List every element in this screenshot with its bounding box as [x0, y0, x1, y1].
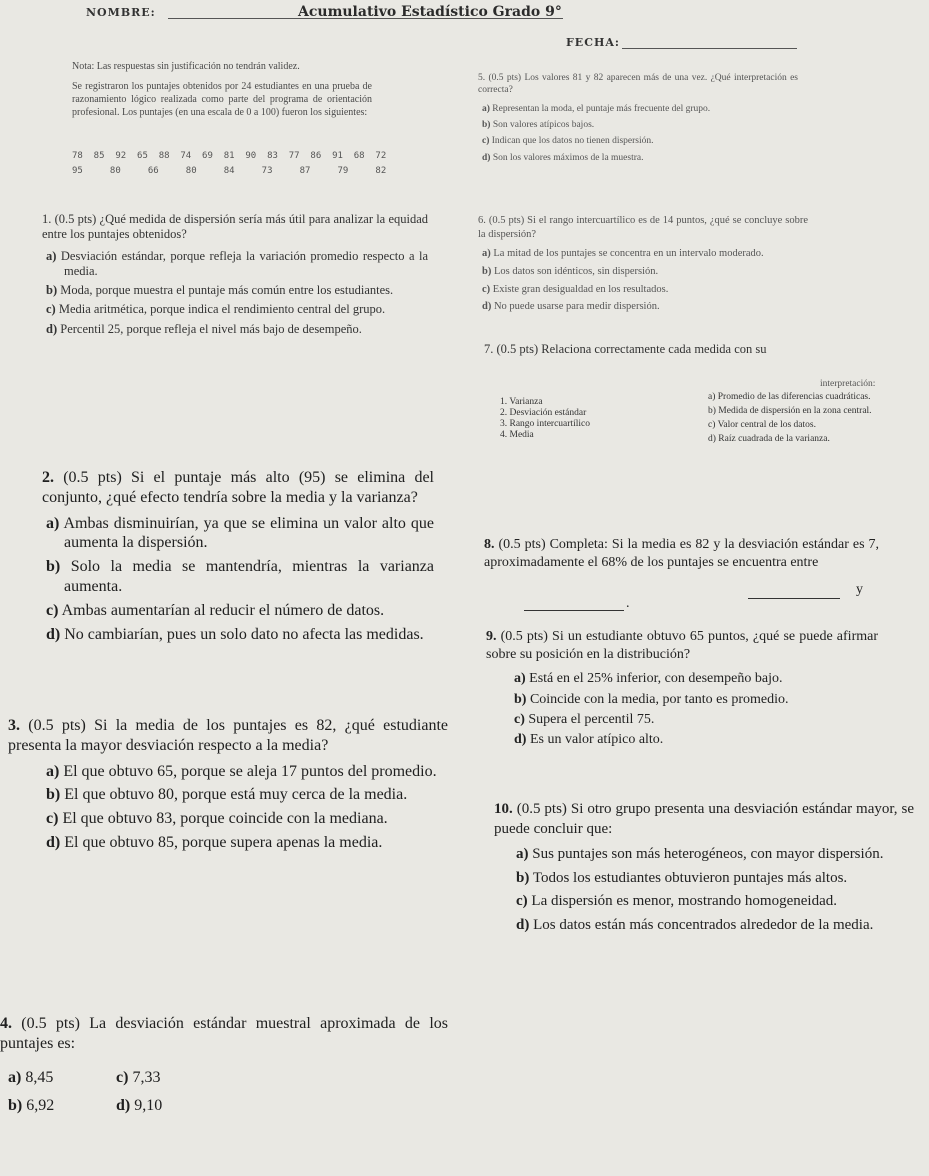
- option-10c[interactable]: c) La dispersión es menor, mostrando homogeneidad.: [516, 893, 837, 909]
- option-10b[interactable]: b) Todos los estudiantes obtuvieron puntajes más altos.: [516, 869, 848, 886]
- option-10a[interactable]: a) Sus puntajes son más heterogéneos, con mayor dispersión.: [516, 846, 884, 862]
- interpretation-item[interactable]: b) Medida de dispersión en la zona central.: [708, 405, 872, 416]
- interpretation-item[interactable]: a) Promedio de las diferencias cuadráticas.: [708, 392, 871, 402]
- name-label: NOMBRE:: [86, 6, 156, 19]
- option-5b[interactable]: b) Son valores atípicos bajos.: [482, 120, 595, 131]
- option-9b[interactable]: b) Coincide con la media, por tanto es promedio.: [514, 691, 789, 707]
- question-text: (0.5 pts) Si el rango intercuartílico es de 14 puntos, ¿qué se concluye sobre la dispersión?: [478, 215, 809, 240]
- question-text: (0.5 pts) Si otro grupo presenta una desviación estándar mayor, se puede concluir que:: [494, 801, 914, 837]
- option-2d[interactable]: d) No cambiarían, pues un solo dato no afecta las medidas.: [46, 625, 424, 643]
- question-number: 3.: [8, 717, 20, 734]
- option-2a[interactable]: a) Ambas disminuirían, ya que se elimina un valor alto que aumenta la dispersión.: [46, 514, 434, 552]
- option-10d[interactable]: d) Los datos están más concentrados alrededor de la media.: [516, 916, 874, 933]
- option-6a[interactable]: a) La mitad de los puntajes se concentra en un intervalo moderado.: [482, 248, 764, 260]
- question-3: [8, 716, 448, 857]
- option-3c[interactable]: c) El que obtuvo 83, porque coincide con la mediana.: [46, 810, 388, 828]
- question-6: [478, 214, 808, 318]
- date-label: FECHA:: [566, 36, 620, 49]
- question-1: [42, 212, 428, 341]
- question-number: 1.: [42, 212, 52, 226]
- option-2b[interactable]: b) Solo la media se mantendría, mientras la varianza aumenta.: [46, 558, 435, 596]
- scores-row-1: 78 85 92 65 88 74 69 81 90 83 77 86 91 68 72: [72, 151, 387, 161]
- measure-item[interactable]: 1. Varianza: [500, 397, 543, 407]
- question-8-end: .: [626, 596, 630, 611]
- question-10: [494, 800, 914, 939]
- question-number: 4.: [0, 1015, 12, 1032]
- scores-row-2: 95 80 66 80 84 73 87 79 82: [72, 166, 387, 176]
- question-number: 9.: [486, 629, 497, 644]
- option-4d[interactable]: d) 9,10: [116, 1097, 163, 1114]
- question-number: 7.: [484, 342, 494, 356]
- interpretation-item[interactable]: c) Valor central de los datos.: [708, 419, 816, 430]
- question-8: [484, 536, 879, 572]
- option-3a[interactable]: a) El que obtuvo 65, porque se aleja 17 puntos del promedio.: [46, 762, 437, 780]
- question-number: 8.: [484, 537, 495, 552]
- question-8-connector: y: [856, 582, 863, 597]
- date-line[interactable]: [622, 48, 797, 49]
- question-number: 5.: [478, 73, 486, 83]
- option-9a[interactable]: a) Está en el 25% inferior, con desempeño bajo.: [514, 671, 783, 687]
- question-text: (0.5 pts) Si el puntaje más alto (95) se elimina del conjunto, ¿qué efecto tendría sobre la media y la varianza?: [42, 469, 434, 506]
- option-1d[interactable]: d) Percentil 25, porque refleja el nivel más bajo de desempeño.: [46, 321, 362, 336]
- question-7-continued: interpretación:: [820, 379, 876, 389]
- answer-blank-2[interactable]: [524, 598, 624, 611]
- question-7: [484, 342, 854, 357]
- option-1c[interactable]: c) Media aritmética, porque indica el rendimiento central del grupo.: [46, 302, 386, 317]
- intro-note: Nota: Las respuestas sin justificación no tendrán validez.: [72, 61, 300, 72]
- measures-list: [500, 397, 660, 441]
- measure-item[interactable]: 3. Rango intercuartílico: [500, 418, 590, 429]
- question-text: (0.5 pts) Si un estudiante obtuvo 65 puntos, ¿qué se puede afirmar sobre su posición en la distribución?: [486, 629, 878, 663]
- option-3b[interactable]: b) El que obtuvo 80, porque está muy cerca de la media.: [46, 786, 408, 804]
- option-1a[interactable]: a) Desviación estándar, porque refleja la variación promedio respecto a la media.: [46, 248, 428, 278]
- option-2c[interactable]: c) Ambas aumentarían al reducir el número de datos.: [46, 601, 385, 619]
- answer-blank-1[interactable]: [748, 586, 840, 599]
- option-9d[interactable]: d) Es un valor atípico alto.: [514, 731, 664, 747]
- option-6d[interactable]: d) No puede usarse para medir dispersión.: [482, 301, 660, 313]
- question-text: (0.5 pts) La desviación estándar muestral aproximada de los puntajes es:: [0, 1015, 448, 1052]
- option-6c[interactable]: c) Existe gran desigualdad en los resultados.: [482, 283, 669, 295]
- option-6b[interactable]: b) Los datos son idénticos, sin dispersión.: [482, 265, 659, 277]
- question-9: [486, 628, 878, 751]
- question-text: (0.5 pts) ¿Qué medida de dispersión sería más útil para analizar la equidad entre los puntajes obtenidos?: [42, 212, 429, 242]
- option-5c[interactable]: c) Indican que los datos no tienen dispersión.: [482, 136, 654, 147]
- option-9c[interactable]: c) Supera el percentil 75.: [514, 711, 655, 727]
- question-4: [0, 1014, 448, 1060]
- question-number: 10.: [494, 801, 513, 817]
- option-1b[interactable]: b) Moda, porque muestra el puntaje más común entre los estudiantes.: [46, 283, 394, 297]
- question-text: (0.5 pts) Completa: Si la media es 82 y la desviación estándar es 7, aproximadamente el 68% de los puntajes se encuentra entre: [484, 537, 880, 571]
- interpretation-item[interactable]: d) Raíz cuadrada de la varianza.: [708, 433, 830, 444]
- option-4c[interactable]: c) 7,33: [116, 1069, 161, 1086]
- measure-item[interactable]: 4. Media: [500, 429, 534, 440]
- measure-item[interactable]: 2. Desviación estándar: [500, 407, 587, 418]
- intro-context: Se registraron los puntajes obtenidos por 24 estudiantes en una prueba de razonamiento lógico realizada como parte del programa de orientación profesional. Los puntajes (en una escala de 0 a 100) fueron los siguientes:: [72, 81, 372, 118]
- option-4a[interactable]: a) 8,45: [8, 1069, 54, 1086]
- interpretations-list: [708, 392, 918, 445]
- question-text: (0.5 pts) Los valores 81 y 82 aparecen más de una vez. ¿Qué interpretación es correcta?: [478, 73, 798, 96]
- page-title: Acumulativo Estadístico Grado 9°: [298, 4, 562, 20]
- option-4b[interactable]: b) 6,92: [8, 1097, 55, 1114]
- question-text: (0.5 pts) Si la media de los puntajes es 82, ¿qué estudiante presenta la mayor desviación respecto a la media?: [8, 717, 448, 754]
- option-3d[interactable]: d) El que obtuvo 85, porque supera apenas la media.: [46, 834, 383, 852]
- option-5d[interactable]: d) Son los valores máximos de la muestra.: [482, 152, 644, 163]
- option-5a[interactable]: a) Representan la moda, el puntaje más frecuente del grupo.: [482, 103, 711, 114]
- question-number: 6.: [478, 215, 486, 226]
- question-2: [42, 468, 434, 649]
- question-number: 2.: [42, 469, 54, 486]
- question-5: [478, 72, 798, 168]
- question-text: (0.5 pts) Relaciona correctamente cada medida con su: [496, 342, 767, 356]
